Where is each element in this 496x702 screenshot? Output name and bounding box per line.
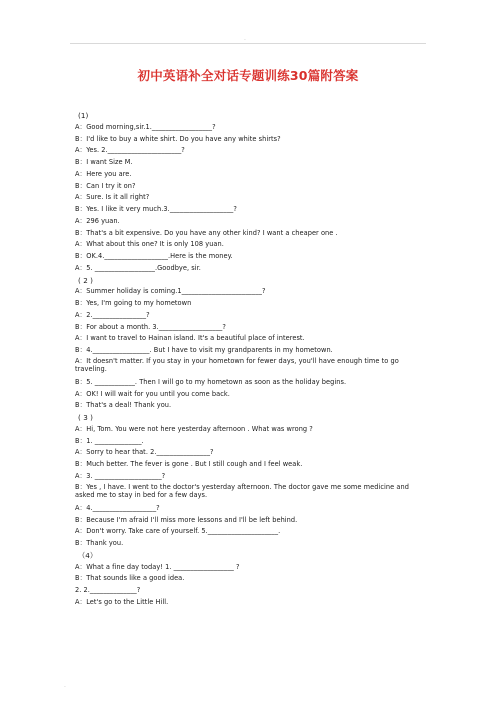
dialogue-line: B：Thank you. — [75, 539, 124, 548]
dialogue-line: A：What a fine day today! 1. __________________ ? — [75, 562, 240, 571]
dialogue-line: A：I want to travel to Hainan island. It's a beautiful place of interest. — [75, 334, 305, 343]
dialogue-line: B：4._________________. But I have to visit my grandparents in my hometown. — [75, 346, 333, 354]
dialogue-line: B：Can I try it on? — [75, 181, 136, 190]
dialogue-line: A：Hi, Tom. You were not here yesterday afternoon . What was wrong ? — [75, 424, 313, 433]
dialogue-line: B：That sounds like a good idea. — [75, 574, 185, 583]
dialogue-line: B：Yes , I have. I went to the doctor's yesterday afternoon. The doctor gave me some medicine and asked me to stay in bed for a few days. — [75, 482, 409, 500]
dialogue-line: B：That's a bit expensive. Do you have any other kind? I want a cheaper one . — [75, 228, 338, 237]
dialogue-line: A：5. __________________.Goodbye, sir. — [75, 263, 201, 272]
dialogue-line: A：2.________________? — [75, 310, 150, 319]
header-mark: . — [244, 35, 246, 42]
dialogue-line: A：Let's go to the Little Hill. — [75, 597, 169, 606]
dialogue-line: A：Good morning,sir.1.__________________? — [75, 122, 216, 131]
section-heading: （4） — [78, 550, 98, 560]
section-heading: (1) — [78, 111, 89, 120]
dialogue-line: A：4.___________________? — [75, 503, 160, 512]
dialogue-line: A：Don't worry. Take care of yourself. 5._____________________. — [75, 527, 281, 536]
dialogue-line: B：Because I'm afraid I'll miss more lessons and I'll be left behind. — [75, 515, 298, 524]
footer-mark: . — [64, 682, 66, 689]
dialogue-line: A：It doesn't matter. If you stay in your hometown for fewer days, you'll have enough time to go traveling. — [75, 356, 399, 374]
dialogue-line: B：1. ______________. — [75, 436, 144, 445]
dialogue-line: B：Much better. The fever is gone . But I still cough and I feel weak. — [75, 460, 303, 469]
dialogue-line: 2. 2.______________? — [75, 586, 141, 595]
dialogue-content — [75, 110, 430, 609]
dialogue-line: B：OK.4.___________________.Here is the money. — [75, 252, 233, 260]
dialogue-line: B：Yes. I like it very much.3.___________________? — [75, 205, 237, 213]
dialogue-line: B：I'd like to buy a white shirt. Do you have any white shirts? — [75, 134, 281, 143]
dialogue-line: A：296 yuan. — [75, 216, 120, 225]
dialogue-line: A：3. ____________________? — [75, 471, 166, 480]
dialogue-line: A：OK! I will wait for you until you come back. — [75, 389, 230, 398]
dialogue-line: B：I want Size M. — [75, 158, 133, 166]
dialogue-line: A：Sure. Is it all right? — [75, 193, 150, 202]
dialogue-line: B：For about a month. 3.___________________? — [75, 322, 226, 331]
dialogue-line: B：5. ____________. Then I will go to my hometown as soon as the holiday begins. — [75, 377, 347, 386]
section-heading: ( 3 ) — [78, 413, 94, 423]
dialogue-line: A：Sorry to hear that. 2.________________? — [75, 448, 214, 457]
dialogue-line: A：Yes. 2.______________________? — [75, 146, 185, 155]
dialogue-line: A：Here you are. — [75, 169, 132, 178]
dialogue-line: A：Summer holiday is coming.1________________________? — [75, 287, 266, 296]
dialogue-line: A：What about this one? It is only 108 yuan. — [75, 240, 224, 249]
dialogue-line: B：Yes, I'm going to my hometown — [75, 299, 192, 307]
section-heading: ( 2 ) — [78, 275, 94, 285]
dialogue-line: B：That's a deal! Thank you. — [75, 401, 172, 410]
page-title: 初中英语补全对话专题训练30篇附答案 — [137, 68, 359, 83]
header-rule — [70, 43, 426, 44]
